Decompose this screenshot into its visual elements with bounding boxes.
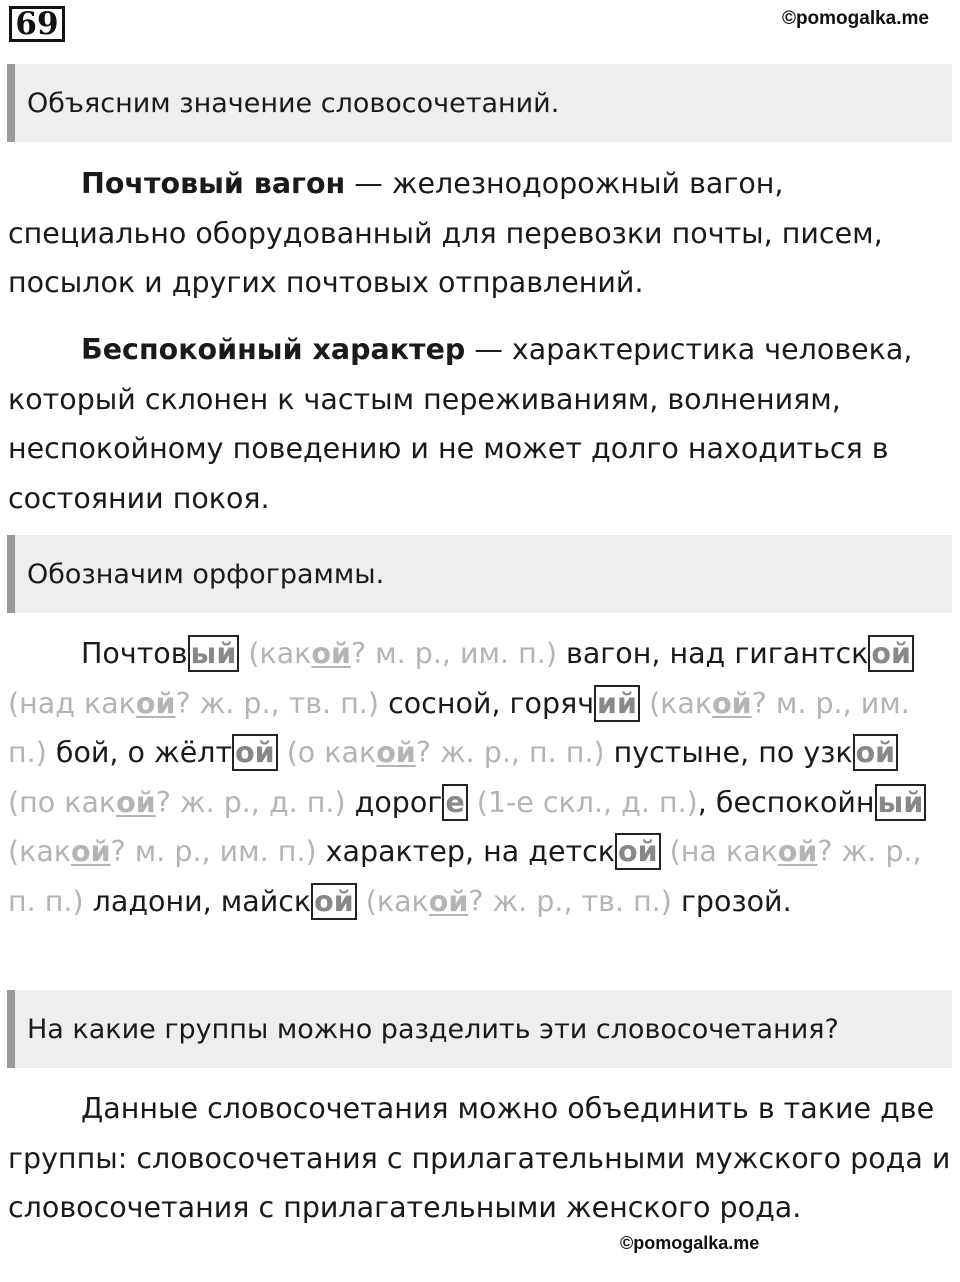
definition-text: — железнодорожный вагон, специально оборудованный для перевозки почты, писем, посылок и других почтовых отправлений. (8, 167, 883, 299)
question-hint: (1-е скл., д. п.) (476, 785, 698, 819)
ending-box: ой (615, 833, 661, 870)
question-hint: (какой? м. р., им. п.) (8, 686, 910, 769)
question-hint: (на какой? ж. р., п. п.) (8, 835, 922, 918)
phrase-text: бой, о жёлт (46, 736, 233, 769)
phrase-text: грозой. (671, 884, 792, 918)
watermark-top: ©pomogalka.me (781, 8, 929, 29)
ending-box: ий (594, 685, 640, 722)
phrase-text: дорог (345, 785, 443, 819)
term: Беспокойный характер (81, 333, 466, 366)
heading-text: Обозначим орфограммы. (27, 558, 385, 590)
ending-box: ый (875, 784, 927, 821)
question-hint: (какой? м. р., им. п.) (248, 637, 557, 670)
phrase-text: сосной, горяч (379, 686, 595, 720)
question-hint: (какой? м. р., им. п.) (8, 835, 317, 868)
ending-box: ый (188, 635, 240, 672)
orthogram-paragraph (8, 629, 953, 926)
section-heading-orthograms (7, 535, 952, 613)
ending-box: ой (853, 734, 899, 771)
section-heading-groups (7, 990, 952, 1068)
ending-box: ой (868, 635, 914, 672)
section-heading-meanings (7, 64, 952, 142)
ending-box: е (442, 784, 467, 821)
question-hint: (о какой? ж. р., п. п.) (286, 736, 605, 769)
phrase-text: , беспокойн (697, 785, 875, 819)
definition-text: — характеристика человека, который склонен к частым переживаниям, волнениям, неспокойному поведению и не может долго находиться в состоянии покоя. (8, 333, 913, 515)
phrase-text: характер, на детск (316, 835, 615, 868)
definition-postal-car (8, 159, 953, 308)
question-hint: (по какой? ж. р., д. п.) (8, 785, 346, 819)
answer-text: Данные словосочетания можно объединить в такие две группы: словосочетания с прилагательными мужского рода и словосочетания с прилагательными женского рода. (8, 1092, 951, 1224)
ending-box: ой (311, 883, 357, 920)
question-hint: (над какой? ж. р., тв. п.) (8, 686, 380, 720)
term: Почтовый вагон (81, 167, 346, 200)
phrase-text: пустыне, по узк (604, 736, 853, 769)
phrase-text: ладони, майск (83, 884, 312, 918)
word-stem: Почтов (81, 637, 188, 670)
groups-answer (8, 1084, 953, 1233)
task-number: 69 (9, 6, 65, 42)
ending-box: ой (232, 734, 278, 771)
question-hint: (какой? ж. р., тв. п.) (365, 884, 672, 918)
watermark-bottom: ©pomogalka.me (620, 1233, 760, 1253)
heading-text: Объясним значение словосочетаний. (27, 87, 560, 119)
phrase-text: вагон, над гигантск (556, 637, 869, 670)
definition-restless-character (8, 325, 953, 523)
heading-text: На какие группы можно разделить эти словосочетания? (27, 1013, 839, 1045)
